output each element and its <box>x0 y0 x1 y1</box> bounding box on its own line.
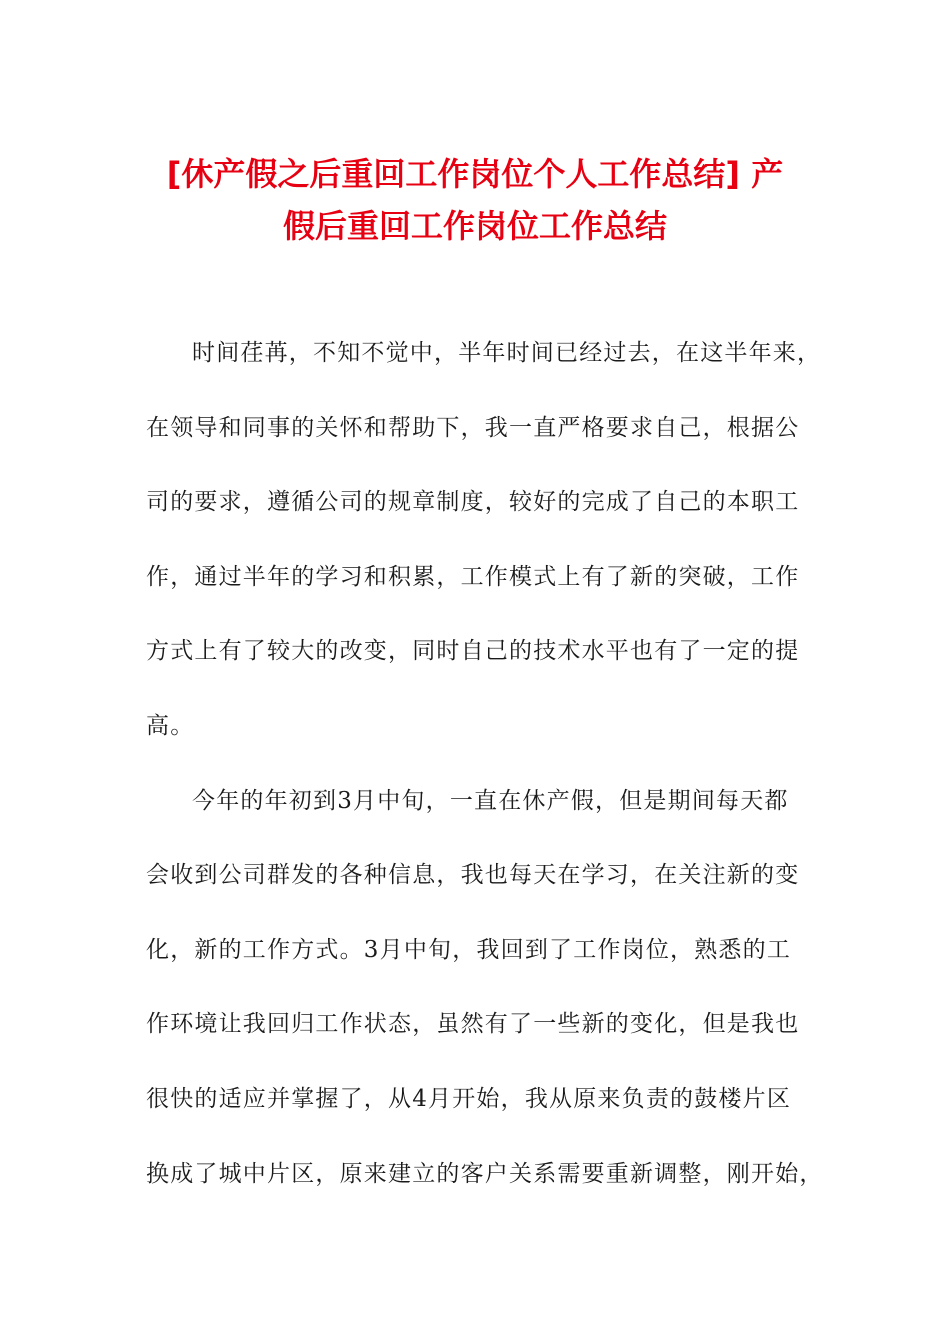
paragraph-line: 作环境让我回归工作状态，虽然有了一些新的变化，但是我也 <box>146 1011 800 1038</box>
paragraph <box>146 330 822 778</box>
paragraph-line: 换成了城中片区，原来建立的客户关系需要重新调整，刚开始， <box>146 1160 824 1187</box>
title-line: [休产假之后重回工作岗位个人工作总结] 产 <box>166 155 784 193</box>
paragraph-line: 方式上有了较大的改变，同时自己的技术水平也有了一定的提 <box>146 638 800 665</box>
paragraph <box>146 778 824 1226</box>
paragraph-line: 今年的年初到3月中旬，一直在休产假，但是期间每天都 <box>192 787 789 814</box>
paragraph-line: 很快的适应并掌握了，从4月开始，我从原来负责的鼓楼片区 <box>146 1085 792 1112</box>
document-title <box>140 148 810 252</box>
title-line: 假后重回工作岗位工作总结 <box>282 207 667 245</box>
document-body <box>146 330 824 1225</box>
paragraph-line: 司的要求，遵循公司的规章制度，较好的完成了自己的本职工 <box>146 489 800 516</box>
paragraph-line: 高。 <box>146 712 195 739</box>
paragraph-line: 作，通过半年的学习和积累，工作模式上有了新的突破，工作 <box>146 563 800 590</box>
paragraph-line: 会收到公司群发的各种信息，我也每天在学习，在关注新的变 <box>146 862 800 889</box>
paragraph-line: 化，新的工作方式。3月中旬，我回到了工作岗位，熟悉的工 <box>146 936 792 963</box>
paragraph-line: 在领导和同事的关怀和帮助下，我一直严格要求自己，根据公 <box>146 414 800 441</box>
paragraph-line: 时间荏苒，不知不觉中，半年时间已经过去，在这半年来， <box>192 340 822 366</box>
